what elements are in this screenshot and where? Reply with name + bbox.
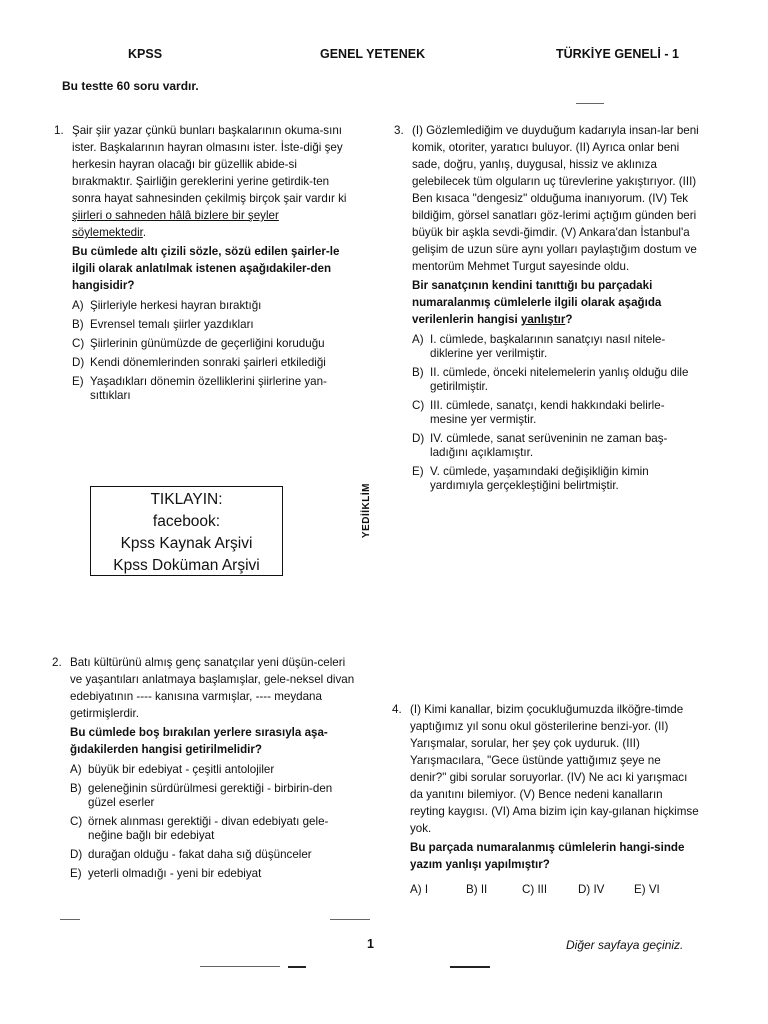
option-text: IV. cümlede, sanat serüveninin ne zaman baş-ladığını açıklamıştır. — [430, 432, 668, 459]
option-c[interactable]: C) III — [522, 883, 548, 896]
option-e[interactable] — [72, 375, 355, 403]
option-text: yeterli olmadığı - yeni bir edebiyat — [88, 867, 262, 880]
option-a[interactable] — [412, 333, 700, 361]
option-text: büyük bir edebiyat - çeşitli antolojiler — [88, 763, 275, 776]
question-2 — [52, 654, 355, 881]
option-letter: C) — [412, 399, 425, 412]
option-letter: E) — [70, 867, 82, 880]
option-d[interactable] — [72, 356, 355, 370]
option-letter: D) — [412, 432, 425, 445]
option-letter: E) — [72, 375, 84, 388]
text-part: . — [142, 226, 147, 239]
option-text: III. cümlede, sanatçı, kendi hakkındaki belirle-mesine yer vermiştir. — [430, 399, 665, 426]
promo-box[interactable] — [90, 486, 283, 576]
underlined-text: yanlıştır — [520, 313, 566, 326]
option-e[interactable]: E) VI — [634, 883, 660, 896]
question-4 — [392, 701, 700, 898]
question-stem: Bu cümlede boş bırakılan yerlere sırasıyla aşa-ğıdakilerden hangisi getirilmelidir? — [70, 726, 328, 756]
option-c[interactable] — [72, 337, 355, 351]
question-text: Batı kültürünü almış genç sanatçılar yeni düşün-celeri ve yaşantıları anlatmaya başlamışlar, gele-neksel divan edebiyatının ---- kanısına varmışlar, ---- meydana getirmişlerdir. — [70, 656, 355, 720]
option-d[interactable]: D) IV — [578, 883, 605, 896]
promo-line-4: Kpss Doküman Arşivi — [113, 557, 260, 574]
option-d[interactable] — [412, 432, 700, 460]
stem-part: Bir sanatçının kendini tanıttığı bu parçadaki numaralanmış cümlelerle ilgili olarak aşağıda verilenlerin hangisi — [412, 279, 662, 326]
question-number: 2. — [52, 656, 62, 669]
header-right: TÜRKİYE GENELİ - 1 — [556, 47, 679, 61]
divider — [450, 966, 490, 968]
option-b[interactable] — [412, 366, 700, 394]
option-letter: A) — [70, 763, 82, 776]
option-b[interactable] — [72, 318, 355, 332]
option-e[interactable] — [412, 465, 700, 493]
option-letter: D) — [70, 848, 83, 861]
question-number: 3. — [394, 124, 404, 137]
option-text: örnek alınması gerektiği - divan edebiyatı gele-neğine bağlı bir edebiyat — [88, 815, 329, 842]
question-number: 4. — [392, 703, 402, 716]
question-text: (I) Kimi kanallar, bizim çocukluğumuzda ilköğre-timde yaptığımız yıl sonu okul gösterilerine benzi-yor. (II) Yarışmalar, sorular, her şey çok uyduruk. (III) Yarışmacılara, "Gece üstünde yattığımız şeye ne denir?" gibi sorular soruyorlar. (IV) Ne acı ki yarışmacı da yanıtını bilemiyor. (V) Bence nedeni kanalların reyting kaygısı. (VI) Ama bizim için kay-gılanan hiçkimse yok. — [410, 703, 699, 835]
option-e[interactable] — [70, 867, 355, 881]
option-letter: A) — [72, 299, 84, 312]
option-text: Şiirleriyle herkesi hayran bıraktığı — [90, 299, 262, 312]
question-stem — [412, 277, 700, 328]
option-text: Yaşadıkları dönemin özelliklerini şiirlerine yan-sıttıkları — [90, 375, 327, 402]
option-letter: D) — [72, 356, 85, 369]
text-part: Şair şiir yazar çünkü bunları başkalarının okuma-sını ister. Başkalarının hayran olmasını ister. İste-diği şey herkesin hayran olacağı bir güzellik abide-si bırakmaktır. Şairliğin gereklerini yerine getirdik-ten sonra hayat sahnesinden çekilmiş birçok şair vardır ki — [72, 124, 347, 205]
question-stem: Bu cümlede altı çizili sözle, sözü edilen şairler-le ilgili olarak anlatılmak istenen aşağıdakiler-den hangisidir? — [72, 245, 340, 292]
option-letter: B) — [412, 366, 424, 379]
option-text: Şiirlerinin günümüzde de geçerliğini koruduğu — [90, 337, 325, 350]
option-a[interactable] — [70, 763, 355, 777]
option-c[interactable] — [70, 815, 355, 843]
next-page-note: Diğer sayfaya geçiniz. — [566, 938, 684, 952]
question-3 — [394, 122, 700, 493]
option-d[interactable] — [70, 848, 355, 862]
promo-line-3: Kpss Kaynak Arşivi — [120, 535, 253, 552]
option-text: durağan olduğu - fakat daha sığ düşünceler — [88, 848, 312, 861]
question-text: (I) Gözlemlediğim ve duyduğum kadarıyla insan-lar beni komik, otoriter, yaratıcı buluyor. (II) Ayrıca onlar beni sade, doğru, yanlış, duygusal, hissiz ve aklınıza gelebilecek tüm olguların uç türevlerine yakıştırıyor. (III) Ben kısaca "dengesiz" olduğuma inanıyorum. (IV) Tek bildiğim, görsel sanatları göz-lerimi açtığım günden beri büyük bir aşkla sevdi-ğimdir. (V) Ankara'dan İstanbul'a gelişim de uzun süre aynı yolları paylaştığım dostum ve mentorüm Mehmet Turgut sayesinde oldu. — [412, 124, 699, 273]
option-text: II. cümlede, önceki nitelemelerin yanlış olduğu dile getirilmiştir. — [430, 366, 689, 393]
promo-line-1: TIKLAYIN: — [150, 491, 223, 508]
question-text — [72, 122, 355, 241]
divider — [576, 103, 604, 104]
option-b[interactable] — [70, 782, 355, 810]
stem-part: ? — [565, 313, 573, 326]
intro-text: Bu testte 60 soru vardır. — [62, 79, 199, 93]
question-1 — [54, 122, 355, 403]
option-letter: B) — [70, 782, 82, 795]
option-a[interactable]: A) I — [410, 883, 429, 896]
option-letter: E) — [412, 465, 424, 478]
option-text: geleneğinin sürdürülmesi gerektiği - birbirin-den güzel eserler — [88, 782, 333, 809]
option-text: Evrensel temalı şiirler yazdıkları — [90, 318, 254, 331]
option-text: I. cümlede, başkalarının sanatçıyı nasıl nitele-diklerine yer verilmiştir. — [430, 333, 666, 360]
question-stem: Bu parçada numaralanmış cümlelerin hangi-sinde yazım yanlışı yapılmıştır? — [410, 841, 685, 871]
option-letter: B) — [72, 318, 84, 331]
question-number: 1. — [54, 124, 64, 137]
option-letter: C) — [72, 337, 85, 350]
divider — [60, 919, 80, 920]
option-a[interactable] — [72, 299, 355, 313]
divider — [200, 966, 280, 967]
publisher-vertical-label: YEDİİKLİM — [361, 483, 372, 539]
option-row — [410, 881, 700, 898]
option-letter: C) — [70, 815, 83, 828]
option-b[interactable]: B) II — [466, 883, 488, 896]
option-text: Kendi dönemlerinden sonraki şairleri etkilediği — [90, 356, 326, 369]
option-letter: A) — [412, 333, 424, 346]
header-center: GENEL YETENEK — [320, 47, 426, 61]
page-number: 1 — [367, 937, 374, 951]
promo-line-2: facebook: — [152, 513, 221, 530]
option-text: V. cümlede, yaşamındaki değişikliğin kimin yardımıyla gerçekleştiğini belirtmiştir. — [430, 465, 649, 492]
header-left: KPSS — [128, 47, 163, 61]
divider — [288, 966, 306, 968]
divider — [330, 919, 370, 920]
option-c[interactable] — [412, 399, 700, 427]
underlined-text: şiirleri o sahneden hâlâ bizlere bir şeyler söylemektedir — [72, 209, 279, 239]
